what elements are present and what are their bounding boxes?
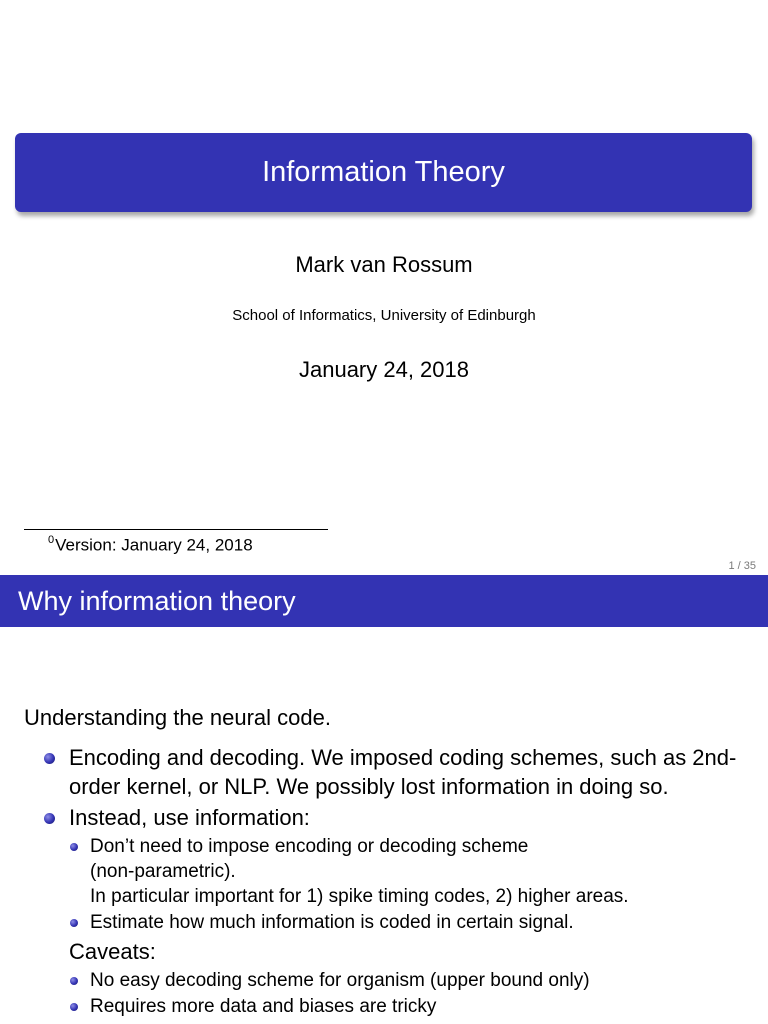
frame-title-text: Why information theory	[18, 585, 296, 616]
bullet-icon	[44, 813, 55, 824]
footnote-text: Version: January 24, 2018	[55, 535, 253, 555]
sub-list-item	[19, 834, 764, 909]
sub-bullet-icon	[70, 977, 78, 985]
sub-bullet-icon	[70, 843, 78, 851]
sub-list-item	[19, 994, 764, 1019]
title-box	[15, 133, 752, 212]
sub-item-line: In particular important for 1) spike timing codes, 2) higher areas.	[90, 886, 629, 907]
caveats-list	[19, 968, 764, 1019]
sub-item-line: Estimate how much information is coded in certain signal.	[90, 912, 574, 933]
sub-list-item	[19, 968, 764, 993]
caveat-text: No easy decoding scheme for organism (upper bound only)	[90, 970, 590, 991]
sub-item-line: (non-parametric).	[90, 861, 236, 882]
content-slide	[0, 575, 768, 1024]
footnote-rule	[24, 529, 328, 530]
author: Mark van Rossum	[295, 252, 473, 277]
caveat-text: Requires more data and biases are tricky	[90, 996, 437, 1017]
footnote	[48, 535, 253, 556]
sub-bullet-icon	[70, 1003, 78, 1011]
sub-item-line: Don’t need to impose encoding or decoding scheme	[90, 836, 529, 857]
presentation-title: Information Theory	[262, 156, 505, 188]
list-item-text: Instead, use information:	[69, 805, 310, 830]
sub-list-item	[19, 910, 764, 935]
frame-title	[0, 575, 768, 627]
list-item	[44, 743, 764, 801]
sub-list	[19, 834, 764, 935]
caveats-label: Caveats:	[69, 939, 156, 964]
institute: School of Informatics, University of Edinburgh	[232, 307, 536, 324]
bullet-icon	[44, 753, 55, 764]
list-item	[44, 803, 764, 832]
bullet-list	[44, 743, 764, 1020]
intro-text: Understanding the neural code.	[24, 705, 331, 730]
page-number: 1 / 35	[728, 560, 756, 572]
sub-bullet-icon	[70, 919, 78, 927]
date: January 24, 2018	[298, 357, 470, 382]
list-item-text: Encoding and decoding. We imposed coding schemes, such as 2nd-order kernel, or NLP. We possibly lost information in doing so.	[69, 745, 737, 799]
footnote-mark: 0	[48, 534, 55, 546]
